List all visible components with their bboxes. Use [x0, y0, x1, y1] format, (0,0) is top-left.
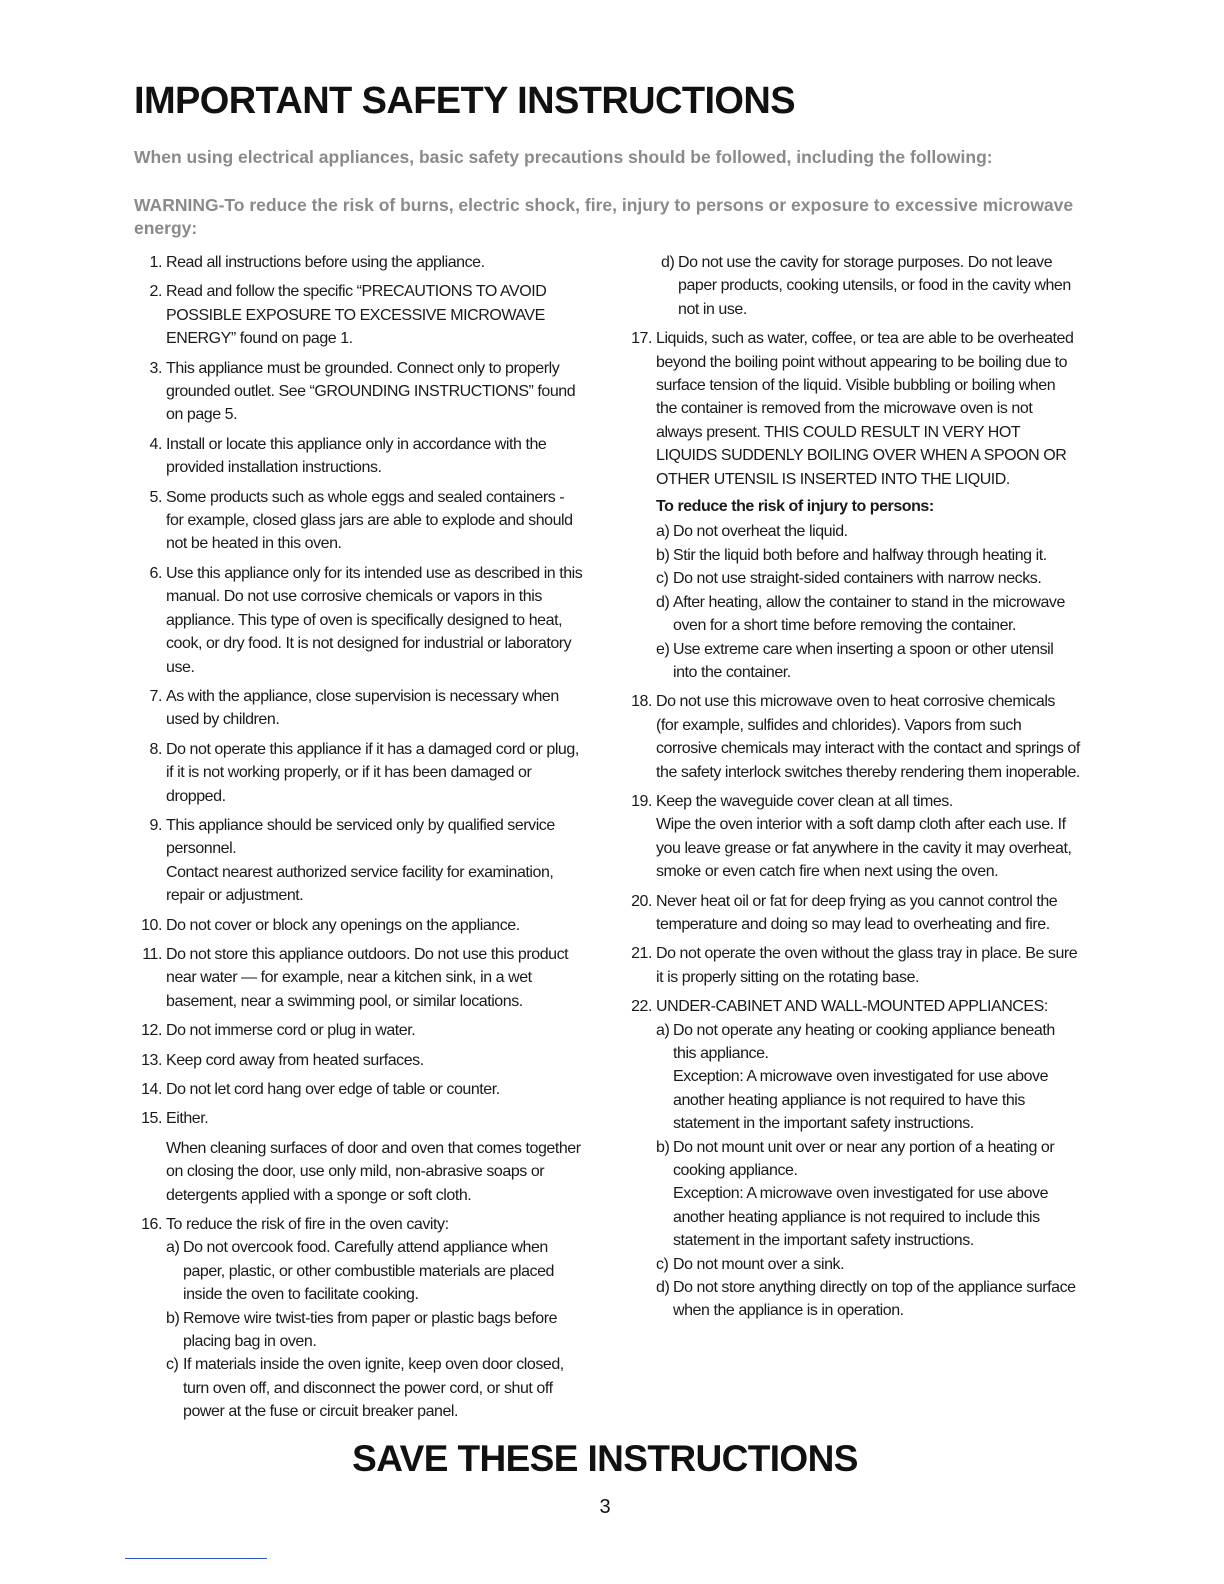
list-item — [134, 685, 584, 732]
sub-item — [656, 1276, 1080, 1323]
list-item — [134, 357, 584, 427]
page-number: 3 — [599, 1496, 611, 1518]
item-extra-text: When cleaning surfaces of door and oven that comes together on closing the door, use only mild, non-abrasive soaps or detergents applied with a sponge or soft cloth. — [166, 1139, 581, 1204]
item-number: 15. — [141, 1110, 162, 1128]
list-item — [134, 1078, 584, 1101]
sub-text: Stir the liquid both before and halfway through heating it. — [673, 546, 1047, 564]
list-item — [134, 1049, 584, 1072]
item-text: Do not let cord hang over edge of table or counter. — [166, 1081, 500, 1098]
sub-letter: d) — [656, 1279, 670, 1297]
item-text: To reduce the risk of fire in the oven cavity: — [166, 1216, 449, 1234]
item-text: Do not use this microwave oven to heat corrosive chemicals (for example, sulfides and chlorides). Vapors from such corrosive chemicals may interact with the contact and springs of the safety interlock switches thereby rendering them inoperable. — [656, 693, 1080, 781]
sub-text: Remove wire twist-ties from paper or plastic bags before placing bag in oven. — [183, 1309, 558, 1351]
sub-letter: a) — [656, 523, 670, 541]
sub-item — [656, 544, 1080, 567]
list-item — [134, 738, 584, 808]
sub-letter: b) — [656, 1138, 670, 1156]
item-number: 16. — [141, 1216, 162, 1234]
list-item — [624, 690, 1080, 784]
item-number: 9. — [149, 816, 162, 834]
item-extra-text: Contact nearest authorized service facility for examination, repair or adjustment. — [166, 863, 554, 905]
item-text: Some products such as whole eggs and sealed containers - for example, closed glass jars are able to explode and should not be heated in this oven. — [166, 488, 573, 553]
item-text: Do not cover or block any openings on the appliance. — [166, 916, 520, 934]
sub-letter: b) — [166, 1309, 180, 1327]
sub-item — [656, 591, 1080, 638]
item-text: As with the appliance, close supervision is necessary when used by children. — [166, 687, 559, 729]
item-number: 22. — [631, 998, 652, 1016]
sub-text: Do not overcook food. Carefully attend appliance when paper, plastic, or other combustible materials are placed inside the oven to facilitate cooking. — [183, 1239, 554, 1304]
footer-divider — [125, 1558, 267, 1559]
item-text: Do not store this appliance outdoors. Do not use this product near water — for example, near a kitchen sink, in a wet basement, near a swimming pool, or similar locations. — [166, 945, 569, 1010]
sub-text: Do not store anything directly on top of the appliance surface when the appliance is in operation. — [673, 1279, 1076, 1320]
item-number: 21. — [631, 945, 652, 963]
sub-item — [656, 638, 1080, 685]
sub-letter: c) — [166, 1356, 179, 1374]
left-column — [134, 251, 584, 1430]
sub-item — [656, 567, 1080, 590]
sub-text: Use extreme care when inserting a spoon or other utensil into the container. — [673, 640, 1054, 681]
item-number: 10. — [141, 916, 162, 934]
list-item — [134, 943, 584, 1013]
right-column — [624, 251, 1080, 1329]
item-text: Liquids, such as water, coffee, or tea are able to be overheated beyond the boiling point without appearing to be boiling due to surface tension of the liquid. Visible bubbling or boiling when the container is removed from the microwave oven is not always present. THIS COULD RESULT IN VERY HOT LIQUIDS SUDDENLY BOILING OVER WHEN A SPOON OR OTHER UTENSIL IS INSERTED INTO THE LIQUID. — [656, 330, 1074, 488]
warning-text: WARNING-To reduce the risk of burns, electric shock, fire, injury to persons or exposure to excessive microwave energy: — [134, 195, 1074, 238]
list-item — [134, 1213, 584, 1424]
list-item — [624, 995, 1080, 1323]
item-number: 8. — [149, 740, 162, 758]
sub-extra-text: Exception: A microwave oven investigated for use above another heating appliance is not required to have this statement in the important safety instructions. — [673, 1068, 1049, 1133]
item-text: This appliance should be serviced only by qualified service personnel. — [166, 816, 555, 858]
sub-letter: d) — [661, 254, 675, 271]
sub-text: Do not use straight-sided containers with narrow necks. — [673, 570, 1042, 588]
sub-item — [166, 1307, 584, 1354]
item-number: 19. — [631, 792, 652, 810]
sub-letter: e) — [656, 640, 670, 658]
list-item — [134, 1019, 584, 1042]
list-item — [134, 914, 584, 937]
sub-letter: b) — [656, 546, 670, 564]
sub-item — [656, 520, 1080, 543]
item-number: 20. — [631, 892, 652, 910]
list-item — [134, 251, 584, 274]
item-text: Do not operate the oven without the glass tray in place. Be sure it is properly sitting on the rotating base. — [656, 945, 1078, 986]
item-text: This appliance must be grounded. Connect only to properly grounded outlet. See “GROUNDING INSTRUCTIONS” found on page 5. — [166, 359, 576, 424]
item-number: 2. — [149, 283, 162, 301]
item-number: 3. — [149, 359, 162, 377]
item-text: Use this appliance only for its intended use as described in this manual. Do not use corrosive chemicals or vapors in this appliance. This type of oven is specifically designed to heat, cook, or dry food. It is not designed for industrial or laboratory use. — [166, 564, 583, 676]
sub-text: Do not mount unit over or near any portion of a heating or cooking appliance. — [673, 1138, 1055, 1180]
list-item — [134, 562, 584, 679]
sub-item — [656, 1136, 1080, 1253]
item-text: Do not operate this appliance if it has a damaged cord or plug, if it is not working properly, or if it has been damaged or dropped. — [166, 740, 579, 805]
item-text: Either. — [166, 1110, 209, 1128]
save-instructions-heading: SAVE THESE INSTRUCTIONS — [352, 1438, 858, 1479]
sub-text: If materials inside the oven ignite, keep oven door closed, turn oven off, and disconnect the power cord, or shut off power at the fuse or circuit breaker panel. — [183, 1356, 564, 1421]
item-text: Keep the waveguide cover clean at all times. — [656, 792, 953, 810]
page-subtitle: When using electrical appliances, basic safety precautions should be followed, including the following: — [134, 147, 993, 167]
list-item — [624, 890, 1080, 937]
sub-letter: c) — [656, 570, 669, 588]
sub-letter: a) — [166, 1239, 180, 1257]
sub-extra-text: Exception: A microwave oven investigated for use above another heating appliance is not required to include this statement in the important safety instructions. — [673, 1185, 1049, 1250]
sub-letter: c) — [656, 1255, 669, 1273]
sub-list — [166, 1236, 584, 1423]
list-item — [624, 942, 1080, 989]
list-item — [134, 486, 584, 556]
item-number: 18. — [631, 693, 652, 711]
sub-item — [656, 1019, 1080, 1136]
item-text: Read all instructions before using the appliance. — [166, 254, 485, 271]
list-item — [134, 814, 584, 908]
item-number: 13. — [141, 1051, 162, 1069]
item-text: Never heat oil or fat for deep frying as you cannot control the temperature and doing so may lead to overheating and fire. — [656, 892, 1058, 933]
item-text: UNDER-CABINET AND WALL-MOUNTED APPLIANCES: — [656, 998, 1048, 1016]
list-item — [624, 790, 1080, 884]
item-number: 4. — [149, 435, 162, 453]
sub-text: Do not use the cavity for storage purposes. Do not leave paper products, cooking utensils, or food in the cavity when not in use. — [678, 254, 1071, 318]
item-number: 11. — [142, 945, 162, 963]
sub-text: Do not operate any heating or cooking appliance beneath this appliance. — [673, 1021, 1055, 1062]
list-item — [134, 280, 584, 350]
item-number: 14. — [141, 1081, 162, 1098]
item-text: Read and follow the specific “PRECAUTIONS TO AVOID POSSIBLE EXPOSURE TO EXCESSIVE MICROWAVE ENERGY” found on page 1. — [166, 283, 547, 348]
sub-list — [656, 520, 1080, 684]
item-text: Keep cord away from heated surfaces. — [166, 1051, 424, 1069]
item-extra-text: Wipe the oven interior with a soft damp cloth after each use. If you leave grease or fat anywhere in the cavity it may overheat, smoke or even catch fire when next using the oven. — [656, 816, 1072, 881]
sub-heading: To reduce the risk of injury to persons: — [656, 498, 934, 516]
item-number: 1. — [149, 254, 162, 271]
sub-item — [166, 1236, 584, 1306]
sub-text: Do not overheat the liquid. — [673, 523, 848, 541]
sub-item — [166, 1353, 584, 1423]
sub-text: After heating, allow the container to stand in the microwave oven for a short time before removing the container. — [673, 593, 1065, 635]
sub-item — [624, 251, 1080, 321]
sub-item — [656, 1253, 1080, 1276]
sub-list — [656, 1019, 1080, 1323]
item-text: Do not immerse cord or plug in water. — [166, 1022, 416, 1040]
sub-letter: a) — [656, 1021, 670, 1039]
item-number: 6. — [149, 564, 162, 582]
item-number: 17. — [631, 330, 652, 348]
list-item — [134, 1107, 584, 1207]
item-text: Install or locate this appliance only in accordance with the provided installation instructions. — [166, 435, 547, 477]
list-item — [624, 327, 1080, 684]
item-number: 5. — [149, 488, 162, 506]
list-item — [134, 433, 584, 480]
page-title: IMPORTANT SAFETY INSTRUCTIONS — [134, 80, 795, 122]
item-number: 12. — [141, 1022, 162, 1040]
sub-letter: d) — [656, 593, 670, 611]
sub-text: Do not mount over a sink. — [673, 1255, 845, 1273]
item-number: 7. — [149, 687, 162, 705]
